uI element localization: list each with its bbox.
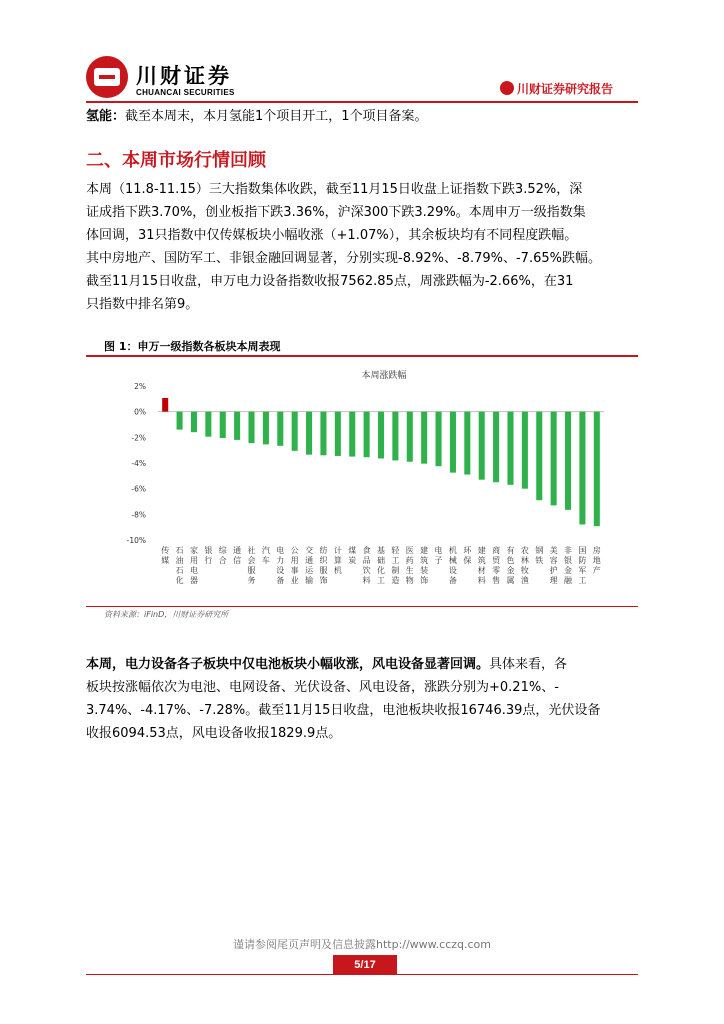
category-label: 食品饮料 <box>362 546 371 585</box>
power-line: 具体来看，各 <box>489 657 568 672</box>
bar-公用事业 <box>292 412 298 451</box>
bar-石油石化 <box>177 412 183 430</box>
market-line: 本周（11.8-11.15）三大指数集体收跌，截至11月15日收盘上证指数下跌3.52%，深 <box>86 182 583 197</box>
y-tick-label: -4% <box>131 459 146 468</box>
market-line: 证成指下跌3.70%，创业板指下跌3.36%，沪深300下跌3.29%。本周申万一级指数集 <box>86 205 586 220</box>
figure-top-divider <box>86 355 638 357</box>
bar-有色金属 <box>507 412 513 485</box>
category-label: 交通运输 <box>305 546 314 585</box>
bar-交通运输 <box>306 412 312 455</box>
category-label: 社会服务 <box>247 546 256 585</box>
y-tick-label: -10% <box>126 536 146 545</box>
bar-电力设备 <box>277 412 283 446</box>
power-line: 3.74%、-4.17%、-7.28%。截至11月15日收盘，电池板块收报16746.39点，光伏设备 <box>86 703 601 718</box>
category-label: 机械设备 <box>448 546 457 585</box>
category-label: 家用电器 <box>189 546 198 585</box>
category-label: 农林牧渔 <box>520 546 529 585</box>
power-paragraph <box>86 653 640 745</box>
figure-source: 资料来源：iFinD，川财证券研究所 <box>104 610 229 619</box>
category-label: 通信 <box>233 546 242 565</box>
market-line: 体回调，31只指数中仅传媒板块小幅收涨（+1.07%），其余板块均有不同程度跌幅。 <box>86 228 578 243</box>
bar-纺织服饰 <box>320 412 326 456</box>
y-tick-label: -2% <box>131 433 146 443</box>
category-label: 银行 <box>204 546 213 565</box>
bar-轻工制造 <box>392 412 398 461</box>
category-label: 综合 <box>218 546 227 565</box>
category-label: 电力设备 <box>276 546 285 585</box>
category-label: 基础化工 <box>377 546 385 585</box>
category-label: 计算机 <box>333 546 342 575</box>
category-label: 美容护理 <box>549 546 558 585</box>
footer-divider <box>86 974 638 975</box>
bar-家用电器 <box>191 412 197 433</box>
bar-非银金融 <box>565 412 571 510</box>
bar-煤炭 <box>349 412 355 457</box>
y-tick-label: -8% <box>131 510 146 520</box>
category-label: 汽车 <box>261 546 270 565</box>
category-label: 煤炭 <box>348 546 357 565</box>
category-label: 建筑装饰 <box>420 546 429 585</box>
bar-农林牧渔 <box>522 412 528 489</box>
bar-美容护理 <box>551 412 557 506</box>
market-line: 截至11月15日收盘，申万电力设备指数收报7562.85点，周涨跌幅为-2.66%，在31 <box>86 274 574 289</box>
company-name-cn: 川财证券 <box>136 64 232 88</box>
power-lead: 本周，电力设备各子板块中仅电池板块小幅收涨，风电设备显著回调。 <box>86 657 490 672</box>
category-label: 房地产 <box>592 546 601 575</box>
category-label: 商贸零售 <box>492 546 501 585</box>
bar-医药生物 <box>407 412 413 462</box>
bar-商贸零售 <box>493 412 499 483</box>
y-tick-label: 0% <box>134 407 146 417</box>
market-line: 其中房地产、国防军工、非银金融回调显著，分别实现-8.92%、-8.79%、-7.65%跌幅。 <box>86 251 601 266</box>
category-label: 环保 <box>463 546 472 565</box>
category-label: 传媒 <box>161 546 170 565</box>
bar-建筑材料 <box>479 412 485 480</box>
power-line: 收报6094.53点，风电设备收报1829.9点。 <box>86 726 342 741</box>
section-title: 二、本周市场行情回顾 <box>86 150 266 171</box>
y-tick-label: 2% <box>134 382 146 391</box>
footer-disclaimer: 谨请参阅尾页声明及信息披露http://www.cczq.com <box>232 938 491 951</box>
report-logo-icon <box>500 81 514 95</box>
bar-银行 <box>205 412 211 437</box>
bar-环保 <box>464 412 470 475</box>
category-label: 石油石化 <box>175 546 184 585</box>
hydrogen-note <box>86 105 640 128</box>
bar-基础化工 <box>378 412 384 459</box>
bar-综合 <box>220 412 226 438</box>
market-line: 只指数中排名第9。 <box>86 297 199 312</box>
category-label: 公用事业 <box>290 546 299 585</box>
header-divider <box>86 101 638 103</box>
bar-电子 <box>436 412 442 467</box>
category-label: 轻工制造 <box>391 546 400 585</box>
category-label: 建筑材料 <box>477 546 486 585</box>
bar-传媒 <box>162 398 168 412</box>
power-line: 板块按涨幅依次为电池、电网设备、光伏设备、风电设备，涨跌分别为+0.21%、- <box>86 680 559 695</box>
figure-bottom-divider <box>86 606 638 607</box>
bar-房地产 <box>594 412 600 526</box>
bar-钢铁 <box>536 412 542 501</box>
bar-国防军工 <box>579 412 585 525</box>
company-logo-icon <box>86 56 128 98</box>
category-label: 钢铁 <box>535 546 544 565</box>
report-label: 川财证券研究报告 <box>517 82 614 96</box>
company-name-en: CHUANCAI SECURITIES <box>136 88 235 97</box>
figure-title: 图 1：申万一级指数各板块本周表现 <box>104 340 281 353</box>
bar-社会服务 <box>248 412 254 443</box>
bar-通信 <box>234 412 240 440</box>
category-label: 非银金融 <box>564 546 573 585</box>
sector-performance-chart <box>86 358 638 604</box>
category-label: 医药生物 <box>405 546 414 585</box>
bar-汽车 <box>263 412 269 445</box>
category-label: 电子 <box>434 546 443 565</box>
bar-计算机 <box>335 412 341 456</box>
category-label: 有色金属 <box>506 546 515 585</box>
category-label: 国防军工 <box>578 546 587 585</box>
bar-建筑装饰 <box>421 412 427 464</box>
hydrogen-text: 截至本周末，本月氢能1个项目开工，1个项目备案。 <box>125 109 428 124</box>
hydrogen-label: 氢能： <box>86 109 126 124</box>
chart-title: 本周涨跌幅 <box>361 371 407 381</box>
bar-机械设备 <box>450 412 456 473</box>
page-number: 5/17 <box>333 955 397 975</box>
y-tick-label: -6% <box>131 484 146 494</box>
market-paragraph <box>86 178 640 316</box>
bar-食品饮料 <box>364 412 370 458</box>
category-label: 纺织服饰 <box>319 546 328 585</box>
